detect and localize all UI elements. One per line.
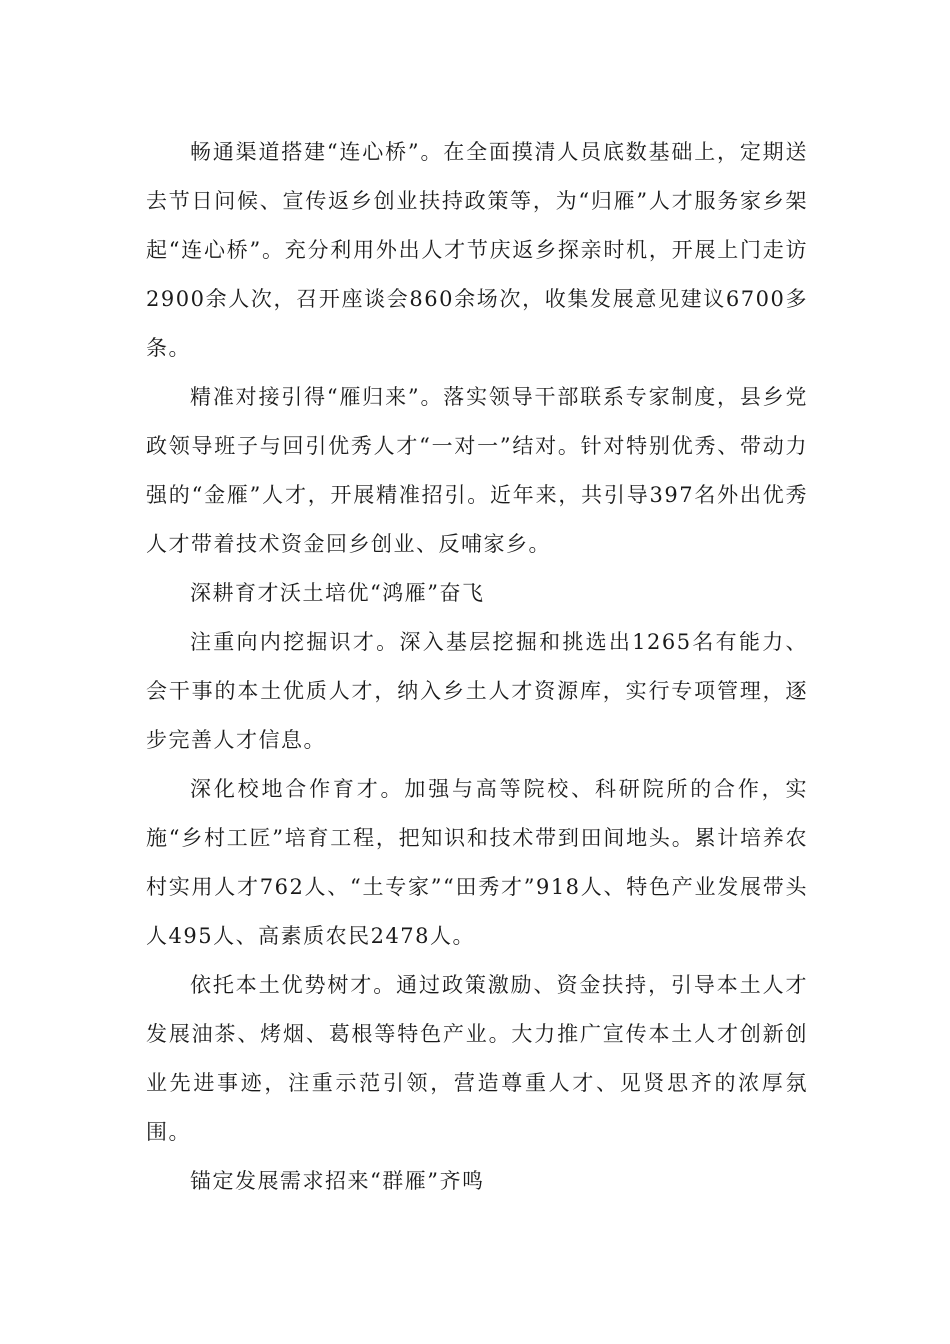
document-body (146, 128, 808, 1206)
paragraph-yanguilai: 精准对接引得“雁归来”。落实领导干部联系专家制度，县乡党政领导班子与回引优秀人才“一对一”结对。针对特别优秀、带动力强的“金雁”人才，开展精准招引。近年来，共引导397名外出优秀人才带着技术资金回乡创业、反哺家乡。 (146, 385, 808, 556)
paragraph-shicai: 注重向内挖掘识才。深入基层挖掘和挑选出1265名有能力、会干事的本土优质人才，纳入乡土人才资源库，实行专项管理，逐步完善人才信息。 (146, 630, 808, 752)
paragraph-lianxinqiao: 畅通渠道搭建“连心桥”。在全面摸清人员底数基础上，定期送去节日问候、宣传返乡创业扶持政策等，为“归雁”人才服务家乡架起“连心桥”。充分利用外出人才节庆返乡探亲时机，开展上门走访2900余人次，召开座谈会860余场次，收集发展意见建议6700多条。 (146, 140, 808, 360)
paragraph-shucai: 依托本土优势树才。通过政策激励、资金扶持，引导本土人才发展油茶、烤烟、葛根等特色产业。大力推广宣传本土人才创新创业先进事迹，注重示范引领，营造尊重人才、见贤思齐的浓厚氛围。 (146, 973, 808, 1144)
section-heading-qunyan: 锚定发展需求招来“群雁”齐鸣 (190, 1169, 485, 1193)
paragraph-yucai: 深化校地合作育才。加强与高等院校、科研院所的合作，实施“乡村工匠”培育工程，把知识和技术带到田间地头。累计培养农村实用人才762人、“土专家”“田秀才”918人、特色产业发展带头人495人、高素质农民2478人。 (146, 777, 808, 948)
section-heading-hongyan: 深耕育才沃土培优“鸿雁”奋飞 (190, 581, 485, 605)
